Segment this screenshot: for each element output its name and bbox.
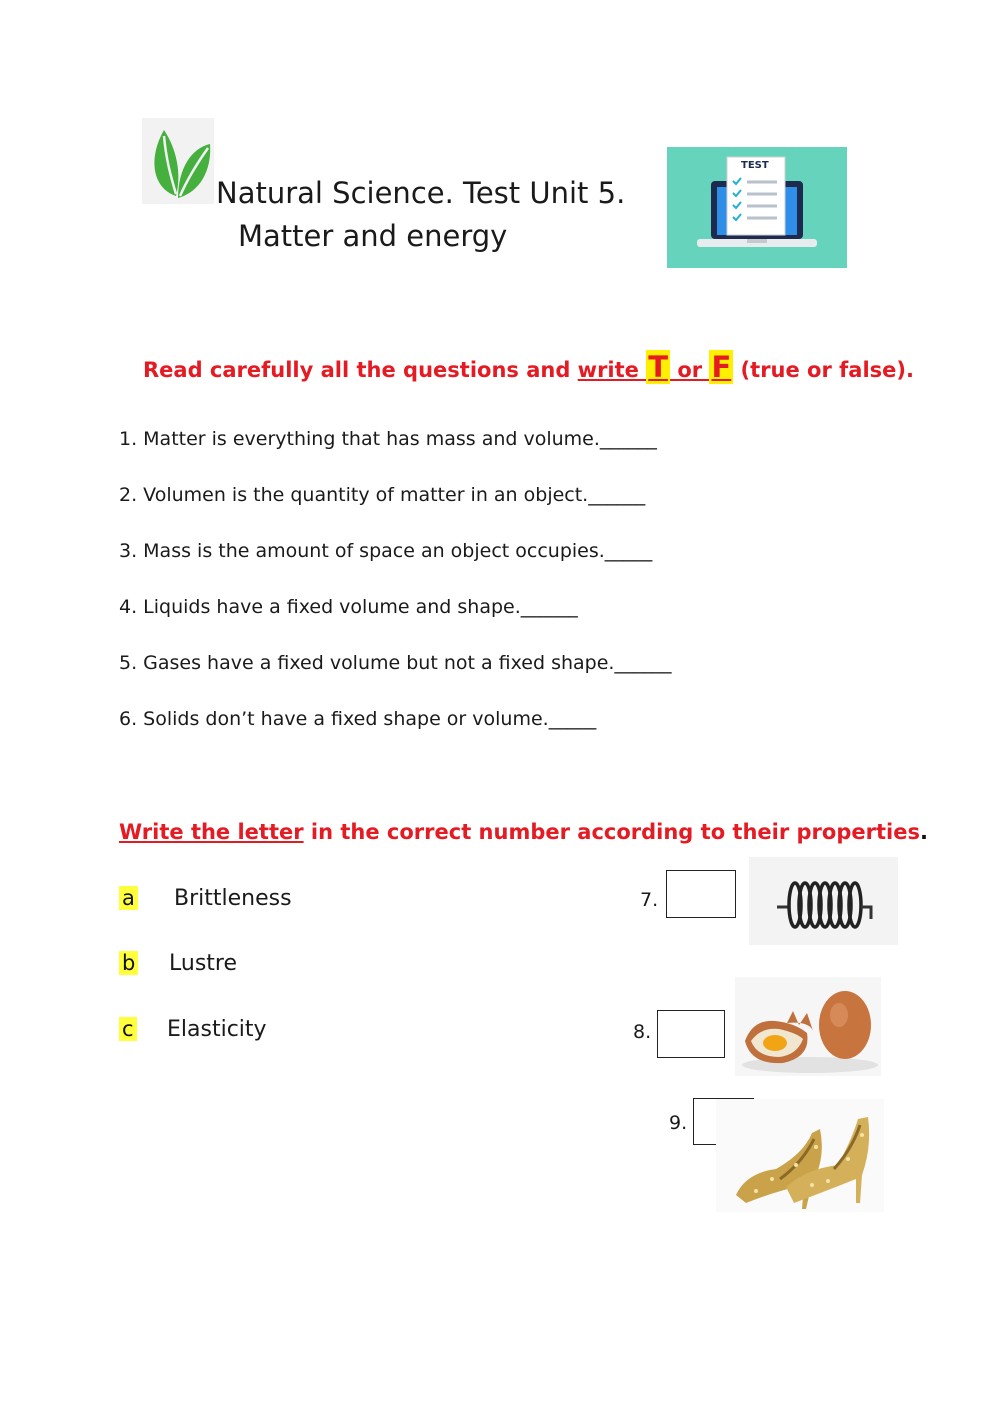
option-label: Elasticity xyxy=(167,1017,267,1042)
laptop-test-icon xyxy=(667,147,847,268)
test-label: TEST xyxy=(741,160,769,171)
section2-instruction xyxy=(119,820,928,844)
option-c xyxy=(119,1017,137,1041)
question-6: 6. Solids don’t have a fixed shape or volume._____ xyxy=(119,708,597,730)
page-title-line2: Matter and energy xyxy=(238,219,508,253)
option-letter: a xyxy=(119,886,138,910)
page-title-line1: Natural Science. Test Unit 5. xyxy=(216,176,626,210)
answer-box-8[interactable] xyxy=(657,1010,725,1058)
instruction-end: (true or false). xyxy=(733,358,914,382)
option-label: Lustre xyxy=(169,951,237,976)
section1-instruction xyxy=(143,350,914,384)
instruction-underlined: Write the letter xyxy=(119,820,304,844)
option-letter: b xyxy=(119,951,138,975)
option-letter: c xyxy=(119,1017,137,1041)
answer-box-7[interactable] xyxy=(666,870,736,918)
question-1: 1. Matter is everything that has mass and volume.______ xyxy=(119,428,657,450)
question-4: 4. Liquids have a fixed volume and shape.______ xyxy=(119,596,578,618)
false-letter: F xyxy=(711,350,732,384)
instruction-write: write T or F xyxy=(577,350,732,384)
instruction-period: . xyxy=(919,820,928,844)
question-5: 5. Gases have a fixed volume but not a fixed shape.______ xyxy=(119,652,672,674)
option-b xyxy=(119,951,138,975)
item-number-9: 9. xyxy=(669,1112,688,1134)
instruction-text: Read carefully all the questions and xyxy=(143,358,578,382)
option-a xyxy=(119,886,138,910)
glitter-heels-icon xyxy=(716,1099,884,1212)
leaf-icon xyxy=(142,118,214,204)
instruction-rest: in the correct number according to their properties xyxy=(303,820,920,844)
question-2: 2. Volumen is the quantity of matter in an object.______ xyxy=(119,484,646,506)
spring-icon xyxy=(749,857,898,945)
cracked-egg-icon xyxy=(735,977,881,1076)
item-number-7: 7. xyxy=(640,889,659,911)
question-3: 3. Mass is the amount of space an object occupies._____ xyxy=(119,540,653,562)
option-label: Brittleness xyxy=(174,886,292,911)
true-letter: T xyxy=(648,350,669,384)
item-number-8: 8. xyxy=(633,1021,652,1043)
